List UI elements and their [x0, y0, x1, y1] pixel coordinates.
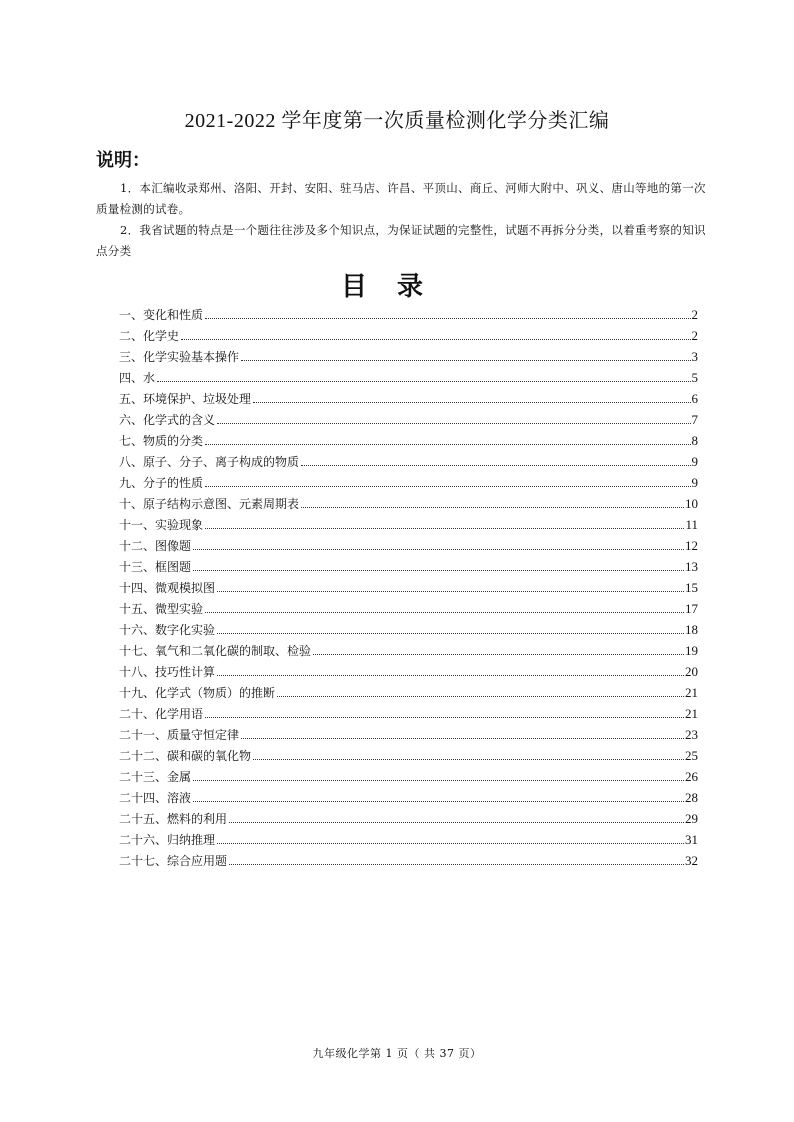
toc-entry[interactable]: [119, 680, 698, 701]
toc-entry-page: 2: [691, 307, 698, 322]
toc-entry[interactable]: [119, 785, 698, 806]
toc-dot-leader: [217, 632, 684, 634]
toc-dot-leader: [277, 695, 684, 697]
toc-entry-page: 5: [691, 370, 698, 385]
toc-entry[interactable]: [119, 344, 698, 365]
toc-dot-leader: [205, 317, 690, 319]
toc-entry[interactable]: [119, 806, 698, 827]
toc-entry-label: 十六、数字化实验: [119, 623, 216, 637]
toc-entry[interactable]: [119, 365, 698, 386]
toc-entry-page: 2: [691, 328, 698, 343]
toc-entry-label: 十五、微型实验: [119, 602, 204, 616]
toc-entry-page: 32: [685, 853, 698, 868]
toc-entry-page: 11: [685, 517, 698, 532]
toc-dot-leader: [205, 485, 690, 487]
toc-entry-page: 21: [685, 706, 698, 721]
toc-entry-page: 20: [685, 664, 698, 679]
toc-entry-label: 七、物质的分类: [119, 434, 204, 448]
toc-entry-page: 3: [691, 349, 698, 364]
toc-entry[interactable]: [119, 449, 698, 470]
toc-entry[interactable]: [119, 554, 698, 575]
toc-entry-page: 7: [691, 412, 698, 427]
toc-entry-label: 六、化学式的含义: [119, 413, 216, 427]
toc-entry-label: 十四、微观模拟图: [119, 581, 216, 595]
toc-entry-page: 18: [685, 622, 698, 637]
toc-entry[interactable]: [119, 470, 698, 491]
toc-entry[interactable]: [119, 323, 698, 344]
toc-entry-label: 十七、氧气和二氧化碳的制取、检验: [119, 644, 312, 658]
toc-entry-label: 九、分子的性质: [119, 476, 204, 490]
toc-entry[interactable]: [119, 848, 698, 869]
toc-entry-label: 十、原子结构示意图、元素周期表: [119, 497, 300, 511]
toc-entry-label: 二十二、碳和碳的氧化物: [119, 749, 252, 763]
toc-entry[interactable]: [119, 596, 698, 617]
toc-entry-label: 二十、化学用语: [119, 707, 204, 721]
toc-entry-page: 13: [685, 559, 698, 574]
toc-entry[interactable]: [119, 722, 698, 743]
toc-dot-leader: [301, 506, 684, 508]
toc-dot-leader: [205, 611, 684, 613]
toc-entry[interactable]: [119, 638, 698, 659]
toc-dot-leader: [205, 443, 690, 445]
toc-entry-page: 25: [685, 748, 698, 763]
toc-entry-label: 三、化学实验基本操作: [119, 350, 240, 364]
toc-dot-leader: [157, 380, 690, 382]
toc-entry[interactable]: [119, 428, 698, 449]
toc-dot-leader: [181, 338, 690, 340]
toc-entry-label: 二十四、溶液: [119, 791, 192, 805]
toc-entry[interactable]: [119, 617, 698, 638]
toc-entry-label: 二十七、综合应用题: [119, 854, 228, 868]
toc-entry-label: 十八、技巧性计算: [119, 665, 216, 679]
toc-dot-leader: [193, 569, 684, 571]
note-paragraph-2: 2．我省试题的特点是一个题往往涉及多个知识点，为保证试题的完整性，试题不再拆分分类，以着重考察的知识点分类: [96, 223, 706, 258]
toc-entry-label: 二十一、质量守恒定律: [119, 728, 240, 742]
table-of-contents: [119, 302, 698, 869]
toc-entry-label: 八、原子、分子、离子构成的物质: [119, 455, 300, 469]
toc-entry-label: 二、化学史: [119, 329, 180, 343]
toc-dot-leader: [301, 464, 690, 466]
toc-entry-label: 一、变化和性质: [119, 308, 204, 322]
toc-entry-page: 21: [685, 685, 698, 700]
toc-dot-leader: [217, 674, 684, 676]
toc-entry[interactable]: [119, 575, 698, 596]
toc-entry-page: 12: [685, 538, 698, 553]
toc-dot-leader: [205, 716, 684, 718]
toc-entry-label: 二十六、归纳推理: [119, 833, 216, 847]
notes-heading: 说明：: [96, 150, 150, 171]
toc-entry-label: 十一、实验现象: [119, 518, 204, 532]
toc-dot-leader: [193, 779, 684, 781]
toc-entry-page: 23: [685, 727, 698, 742]
toc-entry-page: 6: [691, 391, 698, 406]
toc-dot-leader: [229, 821, 684, 823]
toc-dot-leader: [253, 758, 684, 760]
toc-dot-leader: [313, 653, 684, 655]
toc-entry[interactable]: [119, 302, 698, 323]
note-paragraph-1: 1．本汇编收录郑州、洛阳、开封、安阳、驻马店、许昌、平顶山、商丘、河师大附中、巩义、唐山等地的第一次质量检测的试卷。: [96, 181, 706, 216]
toc-entry-label: 十二、图像题: [119, 539, 192, 553]
toc-entry-label: 四、水: [119, 371, 156, 385]
page-footer: 九年级化学第 1 页（ 共 37 页）: [312, 1047, 482, 1060]
toc-entry-page: 26: [685, 769, 698, 784]
toc-entry-page: 8: [691, 433, 698, 448]
toc-entry-page: 15: [685, 580, 698, 595]
toc-dot-leader: [193, 548, 684, 550]
toc-entry[interactable]: [119, 827, 698, 848]
toc-entry-label: 五、环境保护、垃圾处理: [119, 392, 252, 406]
toc-dot-leader: [217, 422, 690, 424]
toc-entry-label: 十三、框图题: [119, 560, 192, 574]
toc-entry[interactable]: [119, 491, 698, 512]
toc-entry[interactable]: [119, 701, 698, 722]
toc-dot-leader: [241, 359, 690, 361]
toc-dot-leader: [241, 737, 684, 739]
toc-entry[interactable]: [119, 386, 698, 407]
toc-dot-leader: [205, 527, 684, 529]
toc-entry-page: 9: [691, 454, 698, 469]
toc-entry-page: 19: [685, 643, 698, 658]
toc-entry-page: 10: [685, 496, 698, 511]
toc-entry[interactable]: [119, 764, 698, 785]
toc-entry[interactable]: [119, 407, 698, 428]
toc-dot-leader: [217, 842, 684, 844]
toc-entry-page: 31: [685, 832, 698, 847]
toc-entry-label: 十九、化学式（物质）的推断: [119, 686, 276, 700]
toc-heading: 目录: [340, 272, 453, 302]
toc-dot-leader: [253, 401, 690, 403]
toc-entry-page: 28: [685, 790, 698, 805]
toc-entry[interactable]: [119, 512, 698, 533]
toc-entry[interactable]: [119, 533, 698, 554]
toc-entry[interactable]: [119, 743, 698, 764]
toc-dot-leader: [229, 863, 684, 865]
toc-entry-page: 17: [685, 601, 698, 616]
toc-entry[interactable]: [119, 659, 698, 680]
document-title: 2021-2022 学年度第一次质量检测化学分类汇编: [184, 110, 610, 132]
toc-entry-label: 二十三、金属: [119, 770, 192, 784]
toc-entry-page: 9: [691, 475, 698, 490]
toc-dot-leader: [193, 800, 684, 802]
toc-entry-page: 29: [685, 811, 698, 826]
toc-entry-label: 二十五、燃料的利用: [119, 812, 228, 826]
toc-dot-leader: [217, 590, 684, 592]
